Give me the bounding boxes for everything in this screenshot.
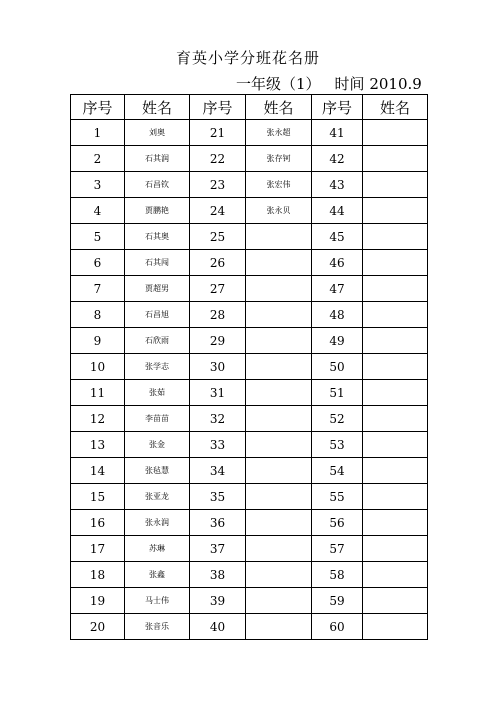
- row-number: 57: [312, 536, 363, 562]
- student-name: [363, 510, 428, 536]
- table-row: [71, 328, 428, 354]
- row-number: 24: [190, 198, 246, 224]
- student-name: [363, 302, 428, 328]
- row-number: 22: [190, 146, 246, 172]
- row-number: 55: [312, 484, 363, 510]
- student-name: 张金: [125, 432, 190, 458]
- table-row: [71, 562, 428, 588]
- column-header-name-1: 姓名: [125, 95, 190, 120]
- student-name: [363, 250, 428, 276]
- table-row: [71, 224, 428, 250]
- column-header-name-2: 姓名: [246, 95, 312, 120]
- row-number: 51: [312, 380, 363, 406]
- row-number: 23: [190, 172, 246, 198]
- table-row: [71, 406, 428, 432]
- student-name: [363, 172, 428, 198]
- table-row: [71, 120, 428, 146]
- student-name: [246, 276, 312, 302]
- student-name: [246, 250, 312, 276]
- student-name: 张毡慧: [125, 458, 190, 484]
- roster-table: [70, 94, 428, 640]
- student-name: [363, 354, 428, 380]
- student-name: 张亚龙: [125, 484, 190, 510]
- row-number: 46: [312, 250, 363, 276]
- student-name: 马士伟: [125, 588, 190, 614]
- row-number: 34: [190, 458, 246, 484]
- row-number: 4: [71, 198, 125, 224]
- row-number: 31: [190, 380, 246, 406]
- student-name: 石其闯: [125, 250, 190, 276]
- row-number: 35: [190, 484, 246, 510]
- table-row: [71, 172, 428, 198]
- column-header-number-3: 序号: [312, 95, 363, 120]
- row-number: 47: [312, 276, 363, 302]
- student-name: 张宏伟: [246, 172, 312, 198]
- table-row: [71, 302, 428, 328]
- student-name: 贾超男: [125, 276, 190, 302]
- student-name: 张茹: [125, 380, 190, 406]
- grade-label: 一年级（1）: [236, 75, 321, 93]
- table-row: [71, 250, 428, 276]
- student-name: [246, 406, 312, 432]
- student-name: [246, 432, 312, 458]
- student-name: 苏琳: [125, 536, 190, 562]
- row-number: 52: [312, 406, 363, 432]
- row-number: 13: [71, 432, 125, 458]
- row-number: 21: [190, 120, 246, 146]
- row-number: 10: [71, 354, 125, 380]
- row-number: 17: [71, 536, 125, 562]
- student-name: [363, 328, 428, 354]
- student-name: [363, 614, 428, 640]
- column-header-number-1: 序号: [71, 95, 125, 120]
- row-number: 26: [190, 250, 246, 276]
- row-number: 45: [312, 224, 363, 250]
- row-number: 58: [312, 562, 363, 588]
- row-number: 5: [71, 224, 125, 250]
- roster-body: [71, 120, 428, 640]
- row-number: 42: [312, 146, 363, 172]
- row-number: 56: [312, 510, 363, 536]
- student-name: 张音乐: [125, 614, 190, 640]
- row-number: 18: [71, 562, 125, 588]
- student-name: [363, 432, 428, 458]
- date-label: 时间 2010.9: [334, 75, 422, 93]
- row-number: 6: [71, 250, 125, 276]
- table-row: [71, 510, 428, 536]
- row-number: 12: [71, 406, 125, 432]
- student-name: [246, 224, 312, 250]
- column-header-number-2: 序号: [190, 95, 246, 120]
- student-name: 张永贝: [246, 198, 312, 224]
- student-name: [246, 328, 312, 354]
- row-number: 1: [71, 120, 125, 146]
- table-row: [71, 354, 428, 380]
- student-name: 石其奥: [125, 224, 190, 250]
- row-number: 32: [190, 406, 246, 432]
- student-name: [363, 224, 428, 250]
- column-header-name-3: 姓名: [363, 95, 428, 120]
- student-name: 张永润: [125, 510, 190, 536]
- student-name: 石欣雨: [125, 328, 190, 354]
- row-number: 11: [71, 380, 125, 406]
- student-name: [363, 198, 428, 224]
- row-number: 8: [71, 302, 125, 328]
- student-name: 石昌旭: [125, 302, 190, 328]
- student-name: [246, 536, 312, 562]
- student-name: [246, 458, 312, 484]
- row-number: 39: [190, 588, 246, 614]
- student-name: 贾鹏艳: [125, 198, 190, 224]
- student-name: 张存钶: [246, 146, 312, 172]
- student-name: [246, 562, 312, 588]
- row-number: 25: [190, 224, 246, 250]
- row-number: 29: [190, 328, 246, 354]
- row-number: 50: [312, 354, 363, 380]
- table-row: [71, 536, 428, 562]
- row-number: 16: [71, 510, 125, 536]
- row-number: 33: [190, 432, 246, 458]
- student-name: [363, 458, 428, 484]
- student-name: 张永超: [246, 120, 312, 146]
- row-number: 27: [190, 276, 246, 302]
- table-row: [71, 380, 428, 406]
- table-row: [71, 432, 428, 458]
- row-number: 15: [71, 484, 125, 510]
- row-number: 19: [71, 588, 125, 614]
- student-name: [246, 614, 312, 640]
- row-number: 59: [312, 588, 363, 614]
- row-number: 7: [71, 276, 125, 302]
- row-number: 38: [190, 562, 246, 588]
- table-row: [71, 276, 428, 302]
- row-number: 14: [71, 458, 125, 484]
- header-row: [71, 95, 428, 120]
- student-name: [246, 484, 312, 510]
- row-number: 54: [312, 458, 363, 484]
- row-number: 2: [71, 146, 125, 172]
- student-name: 刘奥: [125, 120, 190, 146]
- row-number: 41: [312, 120, 363, 146]
- student-name: [246, 380, 312, 406]
- table-row: [71, 198, 428, 224]
- row-number: 20: [71, 614, 125, 640]
- row-number: 44: [312, 198, 363, 224]
- student-name: 张学志: [125, 354, 190, 380]
- student-name: [363, 562, 428, 588]
- row-number: 9: [71, 328, 125, 354]
- row-number: 40: [190, 614, 246, 640]
- table-row: [71, 588, 428, 614]
- student-name: [363, 146, 428, 172]
- row-number: 60: [312, 614, 363, 640]
- student-name: [363, 380, 428, 406]
- student-name: [363, 588, 428, 614]
- table-row: [71, 614, 428, 640]
- student-name: 石昌钦: [125, 172, 190, 198]
- student-name: [246, 302, 312, 328]
- student-name: [246, 510, 312, 536]
- subtitle: [236, 73, 422, 94]
- student-name: [363, 276, 428, 302]
- student-name: 张鑫: [125, 562, 190, 588]
- student-name: [363, 484, 428, 510]
- row-number: 37: [190, 536, 246, 562]
- student-name: [363, 120, 428, 146]
- table-row: [71, 484, 428, 510]
- page-title: 育英小学分班花名册: [175, 49, 320, 67]
- table-row: [71, 458, 428, 484]
- row-number: 48: [312, 302, 363, 328]
- student-name: [246, 354, 312, 380]
- student-name: 石其润: [125, 146, 190, 172]
- row-number: 49: [312, 328, 363, 354]
- student-name: [363, 406, 428, 432]
- student-name: [246, 588, 312, 614]
- table-row: [71, 146, 428, 172]
- row-number: 30: [190, 354, 246, 380]
- student-name: 李苗苗: [125, 406, 190, 432]
- row-number: 36: [190, 510, 246, 536]
- row-number: 28: [190, 302, 246, 328]
- row-number: 53: [312, 432, 363, 458]
- row-number: 3: [71, 172, 125, 198]
- row-number: 43: [312, 172, 363, 198]
- student-name: [363, 536, 428, 562]
